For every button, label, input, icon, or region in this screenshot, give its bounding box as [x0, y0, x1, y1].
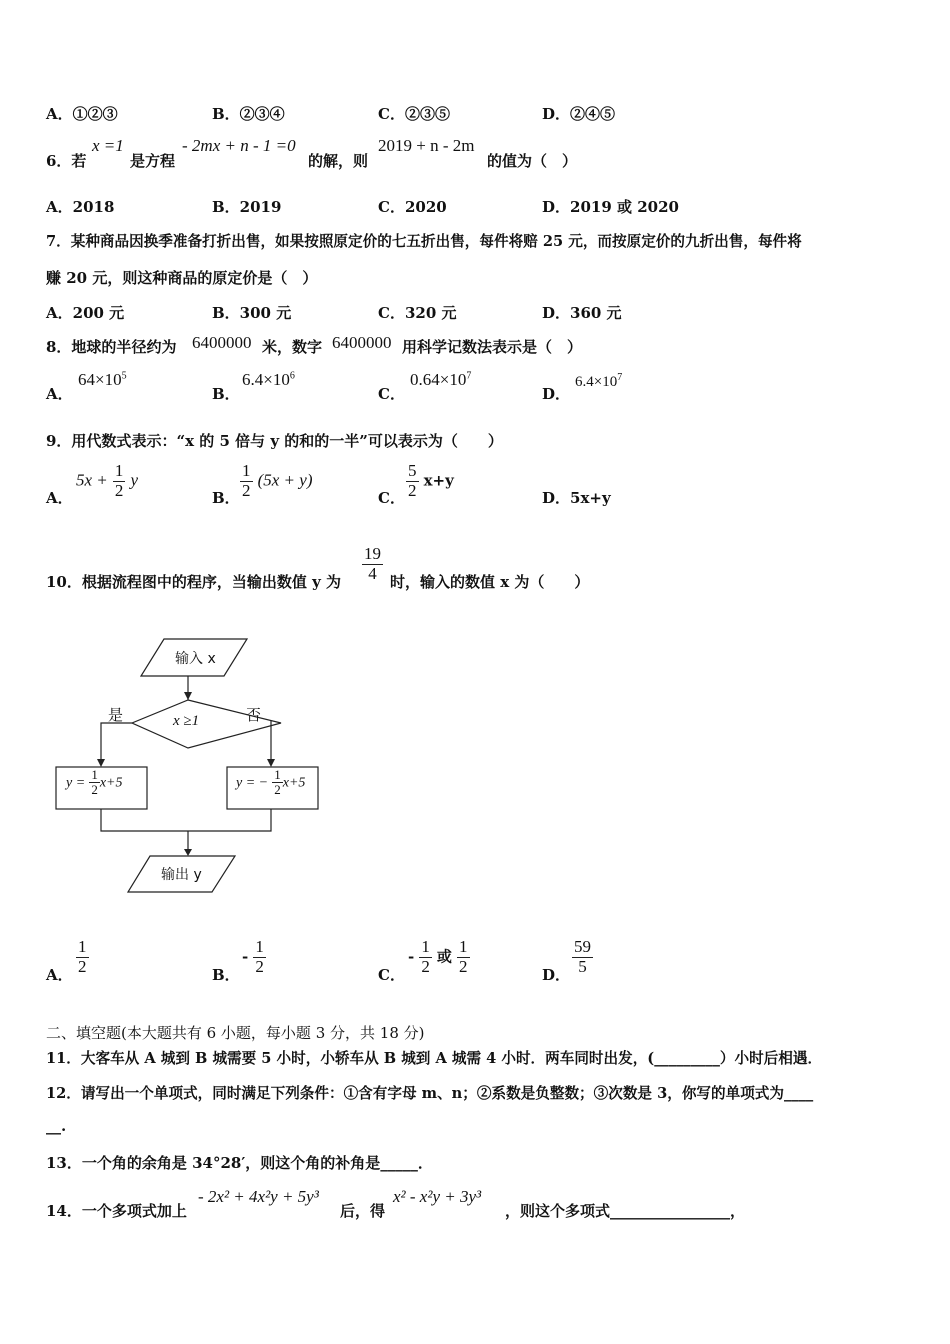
q11: 11．大客车从 A 城到 B 城需要 5 小时，小轿车从 B 城到 A 城需 4 小时．两车同时出发，(_________）小时后相遇．	[46, 1050, 823, 1067]
q5-option-b: B．②③④	[212, 105, 285, 123]
q6-stem-d: 的值为（ ）	[487, 152, 578, 170]
q10-d-value: $\frac{59}{5}$	[574, 937, 591, 976]
q9-stem: 9．用代数式表示：“x 的 5 倍与 y 的和的一半”可以表示为（ ）	[46, 432, 503, 450]
q10-a-label: A．	[46, 966, 73, 984]
flow-input-label: 输入 x	[175, 651, 216, 667]
q8-b-label: B．	[212, 385, 240, 403]
q14-expr2: x² - x²y + 3y³	[393, 1187, 482, 1206]
q5-option-a: A．①②③	[46, 105, 118, 123]
q9-b-label: B．	[212, 489, 240, 507]
q6-eq3: 2019 + n - 2m	[378, 136, 475, 155]
q8-stem-a: 8．地球的半径约为	[46, 338, 177, 356]
q9-c-expr: $\frac{5}{2}$ x+y	[408, 461, 454, 500]
q6-stem-c: 的解，则	[308, 152, 369, 170]
q10-stem-b: 时，输入的数值 x 为（ ）	[390, 573, 590, 591]
q10-d-label: D．	[542, 966, 571, 984]
q9-a-expr: 5x + $\frac{1}{2}$ y	[76, 461, 139, 500]
q13-blank[interactable]: _____	[380, 1154, 418, 1172]
flow-no-label: 否	[246, 706, 262, 724]
q9-b-expr: $\frac{1}{2}$ (5x + y)	[242, 461, 313, 500]
flow-condition: x ≥1	[173, 713, 200, 729]
q14-expr1: - 2x² + 4x²y + 5y³	[198, 1187, 319, 1206]
section-2-title: 二、填空题(本大题共有 6 小题，每小题 3 分，共 18 分)	[46, 1024, 425, 1042]
q5-option-c: C．②③⑤	[378, 105, 450, 123]
q8-d-label: D．	[542, 385, 571, 403]
q10-y-fraction: $\frac{19}{4}$	[364, 544, 381, 583]
flowchart	[40, 628, 340, 898]
q8-c-label: C．	[378, 385, 405, 403]
q10-c-label: C．	[378, 966, 405, 984]
q8-stem-b: 米，数字	[262, 338, 323, 356]
q10-c-value: - $\frac{1}{2}$ 或 $\frac{1}{2}$	[408, 937, 468, 976]
q6-stem-b: 是方程	[130, 152, 176, 170]
q8-a-label: A．	[46, 385, 73, 403]
q14-mid: 后，得	[340, 1202, 386, 1220]
q7-option-d: D．360 元	[542, 304, 622, 322]
q6-option-a: A．2018	[46, 198, 115, 216]
q8-stem-c: 用科学记数法表示是（ ）	[402, 338, 583, 356]
q6-stem-a: 6．若	[46, 152, 87, 170]
q6-option-d: D．2019 或 2020	[542, 198, 679, 216]
flow-right-formula: y = − $\frac{1}{2}$ x+5	[236, 767, 306, 798]
q6-eq1: x =1	[92, 136, 124, 155]
q14-post: ，则这个多项式________________，	[505, 1202, 746, 1220]
flow-left-formula: y = $\frac{1}{2}$ x+5	[66, 767, 123, 798]
q7-option-b: B．300 元	[212, 304, 292, 322]
q8-d-value: $6.4\times 10^7$	[575, 372, 623, 390]
q9-a-label: A．	[46, 489, 73, 507]
q10-b-label: B．	[212, 966, 240, 984]
q8-b-value: $6.4\times 10^6$	[242, 370, 295, 389]
flow-yes-label: 是	[108, 706, 124, 724]
q7-option-c: C．320 元	[378, 304, 457, 322]
q8-c-value: $0.64\times 10^7$	[410, 370, 472, 389]
q7-option-a: A．200 元	[46, 304, 125, 322]
q9-option-d: D．5x+y	[542, 489, 611, 507]
q5-option-d: D．②④⑤	[542, 105, 616, 123]
q7-line1: 7．某种商品因换季准备打折出售，如果按照原定价的七五折出售，每件将赔 25 元，而按原定价的九折出售，每件将	[46, 233, 802, 250]
q6-eq2: - 2mx + n - 1 =0	[182, 136, 296, 155]
q12-line1: 12．请写出一个单项式，同时满足下列条件：①含有字母 m、n；②系数是负整数；③次数是 3，你写的单项式为____	[46, 1085, 814, 1102]
q11-blank[interactable]: _________	[654, 1050, 720, 1067]
q6-option-b: B．2019	[212, 198, 282, 216]
q12-line2[interactable]: __.	[46, 1117, 67, 1135]
q8-a-value: $64\times 10^5$	[78, 370, 127, 389]
q13: 13．一个角的余角是 34°28′，则这个角的补角是_____．	[46, 1154, 433, 1172]
q10-stem-a: 10．根据流程图中的程序，当输出数值 y 为	[46, 573, 342, 591]
q8-number-2: 6400000	[332, 333, 392, 352]
q7-line2: 赚 20 元，则这种商品的原定价是（ ）	[46, 269, 318, 287]
q6-option-c: C．2020	[378, 198, 447, 216]
q9-c-label: C．	[378, 489, 405, 507]
q14-blank[interactable]: ________________	[610, 1202, 731, 1220]
q14-pre: 14．一个多项式加上	[46, 1202, 187, 1220]
q10-a-value: $\frac{1}{2}$	[78, 937, 87, 976]
q10-b-value: - $\frac{1}{2}$	[242, 937, 264, 976]
q8-number: 6400000	[192, 333, 252, 352]
flow-output-label: 输出 y	[161, 867, 202, 883]
